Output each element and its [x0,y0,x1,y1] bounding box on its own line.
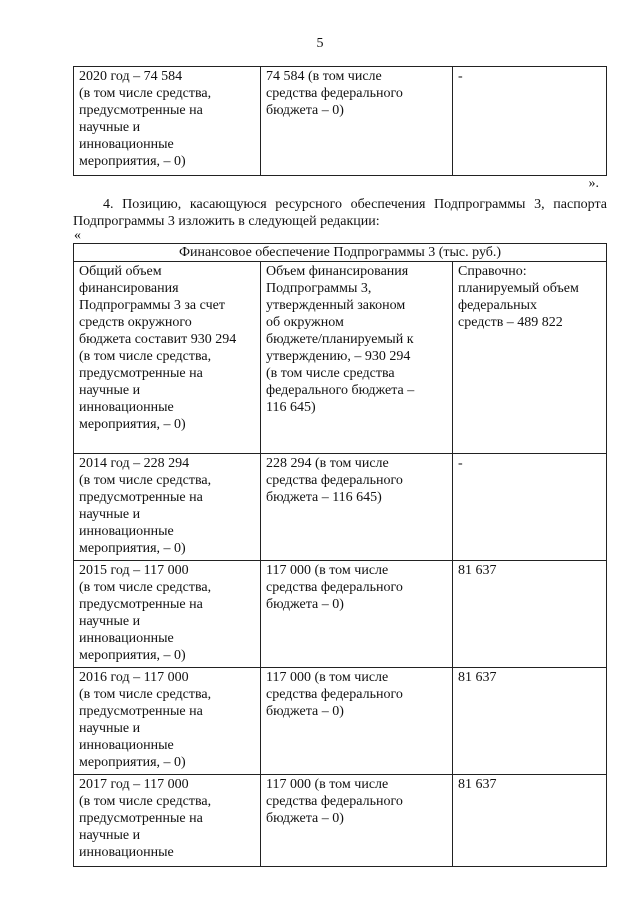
cell-line: мероприятия, – 0) [79,541,186,556]
closing-quote: ». [588,176,599,191]
table-cell [74,668,261,775]
cell-line: Справочно: [458,264,527,279]
opening-quote: « [74,228,81,243]
cell-line: средства федерального [266,687,403,702]
cell-line: - [458,69,463,84]
cell-line: Объем финансирования [266,264,409,279]
cell-line: финансирования [79,281,179,296]
cell-line: средства федерального [266,794,403,809]
cell-line: - [458,456,463,471]
cell-line: 116 645) [266,400,316,415]
cell-line: (в том числе средства, [79,687,212,702]
table-cell [453,775,607,867]
cell-line: инновационные [79,400,174,415]
cell-line: мероприятия, – 0) [79,755,186,770]
cell-line: Подпрограммы 3, [266,281,372,296]
cell-line: бюджета – 0) [266,103,344,118]
cell-line: 81 637 [458,777,497,792]
cell-line: 74 584 (в том числе [266,69,382,84]
cell-line: бюджета – 116 645) [266,490,382,505]
cell-line: средства федерального [266,580,403,595]
table-header-row [74,244,607,262]
cell-line: утвержденный законом [266,298,406,313]
cell-line: научные и [79,614,141,629]
cell-line: научные и [79,721,141,736]
cell-line: (в том числе средства, [79,794,212,809]
cell-line: мероприятия, – 0) [79,648,186,663]
cell-line: 117 000 (в том числе [266,777,389,792]
cell-line: 2015 год – 117 000 [79,563,189,578]
cell-line: утверждению, – 930 294 [266,349,411,364]
table-cell [453,262,607,454]
page-number: 5 [316,36,324,51]
cell-line: средств окружного [79,315,192,330]
cell-line: бюджете/планируемый к [266,332,414,347]
cell-line: инновационные [79,845,174,860]
cell-line: бюджета составит 930 294 [79,332,237,347]
table-cell [74,67,261,176]
table-cell [261,454,453,561]
table-header: Финансовое обеспечение Подпрограммы 3 (тыс. руб.) [74,244,607,262]
cell-line: планируемый объем [458,281,579,296]
cell-line: научные и [79,828,141,843]
table-row [74,67,607,176]
cell-line: средств – 489 822 [458,315,563,330]
cell-line: 2016 год – 117 000 [79,670,189,685]
cell-line: Подпрограммы 3 за счет [79,298,225,313]
cell-line: Общий объем [79,264,162,279]
table-cell [261,561,453,668]
cell-line: предусмотренные на [79,704,203,719]
cell-line: 228 294 (в том числе [266,456,389,471]
cell-line: мероприятия, – 0) [79,154,186,169]
cell-line: предусмотренные на [79,811,203,826]
cell-line: об окружном [266,315,344,330]
cell-line: 2017 год – 117 000 [79,777,189,792]
cell-line: предусмотренные на [79,597,203,612]
table-cell [453,454,607,561]
table-row [74,454,607,561]
cell-line: 117 000 (в том числе [266,670,389,685]
cell-line: предусмотренные на [79,490,203,505]
cell-line: мероприятия, – 0) [79,417,186,432]
table-cell [261,262,453,454]
cell-line: предусмотренные на [79,103,203,118]
cell-line: 2014 год – 228 294 [79,456,190,471]
table-cell [74,775,261,867]
cell-line: предусмотренные на [79,366,203,381]
cell-line: (в том числе средства [266,366,395,381]
cell-line: инновационные [79,524,174,539]
cell-line: научные и [79,120,141,135]
table-cell [261,67,453,176]
table-cell [453,561,607,668]
cell-line: бюджета – 0) [266,704,344,719]
table-cell [74,454,261,561]
cell-line: бюджета – 0) [266,597,344,612]
subprogram-funding-table [73,243,607,867]
table-row [74,262,607,454]
table-cell [453,67,607,176]
cell-line: (в том числе средства, [79,86,212,101]
cell-line: (в том числе средства, [79,349,212,364]
cell-line: 117 000 (в том числе [266,563,389,578]
top-funding-table [73,66,607,176]
cell-line: научные и [79,383,141,398]
table-cell [261,775,453,867]
table-cell [453,668,607,775]
cell-line: средства федерального [266,86,403,101]
cell-line: инновационные [79,137,174,152]
cell-line: научные и [79,507,141,522]
cell-line: 81 637 [458,670,497,685]
table-row [74,668,607,775]
amendment-paragraph: 4. Позицию, касающуюся ресурсного обеспечения Подпрограммы 3, паспорта Подпрограммы 3 изложить в следующей редакции: [73,197,607,229]
cell-line: федеральных [458,298,538,313]
cell-line: инновационные [79,631,174,646]
cell-line: 2020 год – 74 584 [79,69,183,84]
table-cell [261,668,453,775]
cell-line: бюджета – 0) [266,811,344,826]
table-cell [74,262,261,454]
table-row [74,561,607,668]
table-row [74,775,607,867]
table-cell [74,561,261,668]
cell-line: инновационные [79,738,174,753]
cell-line: (в том числе средства, [79,580,212,595]
cell-line: (в том числе средства, [79,473,212,488]
cell-line: 81 637 [458,563,497,578]
cell-line: федерального бюджета – [266,383,415,398]
cell-line: средства федерального [266,473,403,488]
